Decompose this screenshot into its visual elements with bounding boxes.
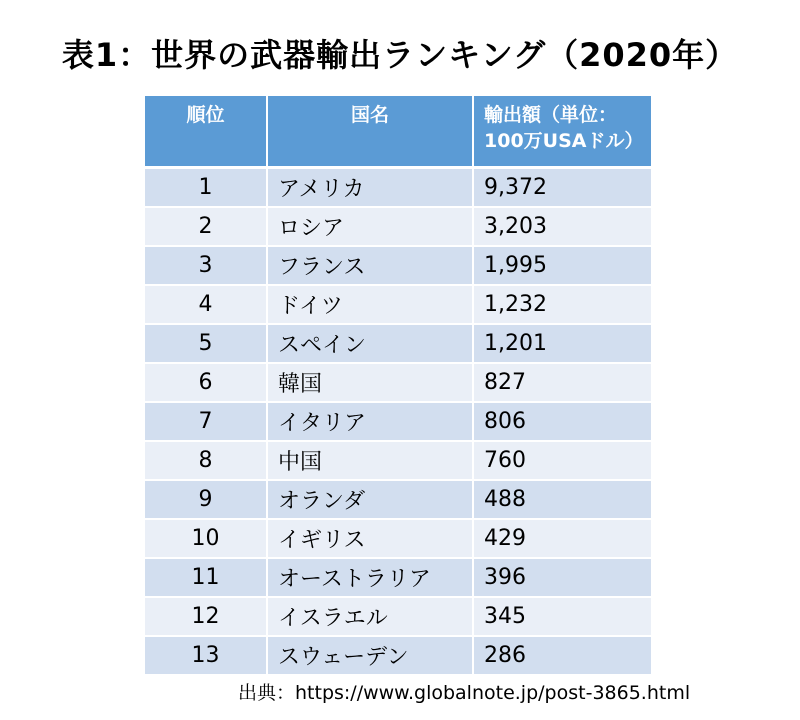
arms-export-ranking-table (145, 96, 653, 676)
export-value-cell: 488 (473, 480, 652, 519)
table-header-row (145, 96, 652, 168)
country-cell: ドイツ (267, 285, 473, 324)
header-export-value-line1: 輸出額（単位： (484, 104, 618, 126)
country-cell: イタリア (267, 402, 473, 441)
country-cell: イスラエル (267, 597, 473, 636)
export-value-cell: 429 (473, 519, 652, 558)
rank-cell: 9 (145, 480, 267, 519)
page-title: 表1：世界の武器輸出ランキング（2020年） (61, 36, 739, 74)
table-row (145, 207, 652, 246)
table-row (145, 519, 652, 558)
table-body (145, 168, 652, 676)
export-value-cell: 806 (473, 402, 652, 441)
table-row (145, 363, 652, 402)
rank-cell: 4 (145, 285, 267, 324)
rank-cell: 8 (145, 441, 267, 480)
rank-cell: 11 (145, 558, 267, 597)
table-row (145, 168, 652, 208)
rank-cell: 13 (145, 636, 267, 675)
header-export-value (473, 96, 652, 168)
table-row (145, 597, 652, 636)
rank-cell: 2 (145, 207, 267, 246)
country-cell: ロシア (267, 207, 473, 246)
header-rank: 順位 (145, 96, 267, 168)
header-export-value-line2: 100万USAドル） (484, 130, 644, 152)
country-cell: スウェーデン (267, 636, 473, 675)
export-value-cell: 9,372 (473, 168, 652, 208)
table-row (145, 285, 652, 324)
export-value-cell: 827 (473, 363, 652, 402)
rank-cell: 3 (145, 246, 267, 285)
rank-cell: 6 (145, 363, 267, 402)
table-row (145, 402, 652, 441)
country-cell: アメリカ (267, 168, 473, 208)
export-value-cell: 3,203 (473, 207, 652, 246)
country-cell: イギリス (267, 519, 473, 558)
table-row (145, 246, 652, 285)
export-value-cell: 286 (473, 636, 652, 675)
export-value-cell: 1,201 (473, 324, 652, 363)
table-row (145, 636, 652, 675)
header-country: 国名 (267, 96, 473, 168)
export-value-cell: 1,995 (473, 246, 652, 285)
source-citation: 出典：https://www.globalnote.jp/post-3865.html (238, 682, 691, 704)
table-row (145, 558, 652, 597)
rank-cell: 5 (145, 324, 267, 363)
table-row (145, 441, 652, 480)
export-value-cell: 1,232 (473, 285, 652, 324)
rank-cell: 7 (145, 402, 267, 441)
country-cell: オランダ (267, 480, 473, 519)
country-cell: オーストラリア (267, 558, 473, 597)
rank-cell: 1 (145, 168, 267, 208)
rank-cell: 10 (145, 519, 267, 558)
country-cell: 中国 (267, 441, 473, 480)
country-cell: スペイン (267, 324, 473, 363)
export-value-cell: 345 (473, 597, 652, 636)
table-row (145, 480, 652, 519)
country-cell: フランス (267, 246, 473, 285)
table-row (145, 324, 652, 363)
rank-cell: 12 (145, 597, 267, 636)
country-cell: 韓国 (267, 363, 473, 402)
export-value-cell: 396 (473, 558, 652, 597)
export-value-cell: 760 (473, 441, 652, 480)
